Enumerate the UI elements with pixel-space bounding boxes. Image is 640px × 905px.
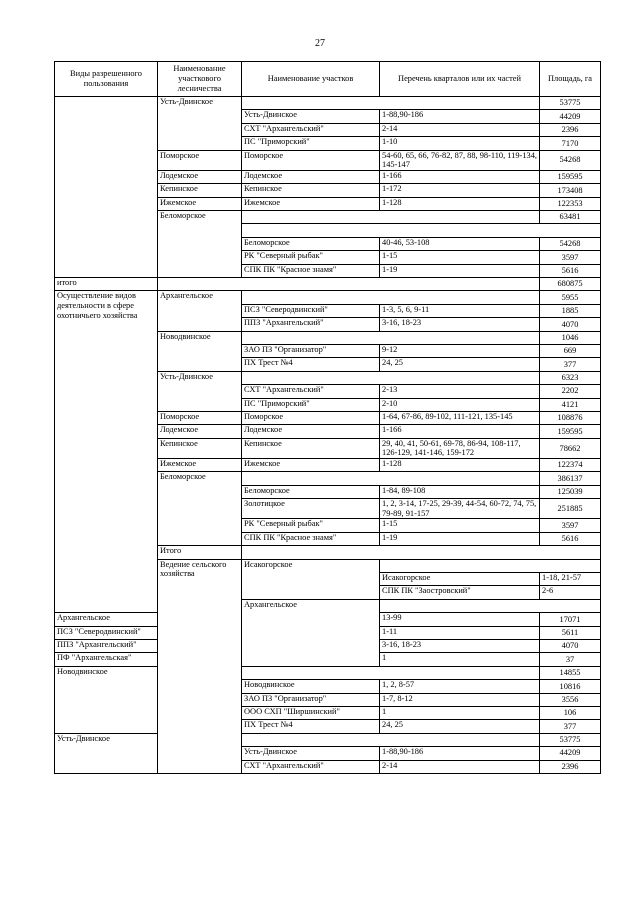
area-cell: 159595 xyxy=(540,170,601,183)
quarters-cell: 2-14 xyxy=(380,760,540,773)
quarters-cell: 40-46, 53-108 xyxy=(380,237,540,250)
plot-cell: Исакогорское xyxy=(380,573,540,586)
empty-cell xyxy=(242,546,601,559)
quarters-cell: 24, 25 xyxy=(380,720,540,733)
area-cell: 17071 xyxy=(540,613,601,626)
quarters-cell: 2-10 xyxy=(380,398,540,411)
empty-cell xyxy=(242,733,540,746)
quarters-cell: 1-88,90-186 xyxy=(380,747,540,760)
area-cell: 2396 xyxy=(540,760,601,773)
area-cell: 78662 xyxy=(540,438,601,458)
empty-cell xyxy=(380,559,601,572)
quarters-cell: 1-15 xyxy=(380,251,540,264)
quarters-cell: 9-12 xyxy=(380,344,540,357)
forestry-cell: Беломорское xyxy=(158,472,242,546)
plot-cell: ПСЗ "Северодвинский" xyxy=(55,626,158,639)
plot-cell: ПХ Трест №4 xyxy=(242,358,380,371)
quarters-cell: 1-128 xyxy=(380,459,540,472)
area-cell: 669 xyxy=(540,344,601,357)
empty-cell xyxy=(380,599,601,612)
empty-cell xyxy=(242,666,540,679)
forestry-cell: Кепинское xyxy=(158,438,242,458)
forestry-cell: Усть-Двинское xyxy=(55,733,158,773)
plot-cell: Лодемское xyxy=(242,170,380,183)
area-cell: 5611 xyxy=(540,626,601,639)
forestry-cell: Ижемское xyxy=(158,459,242,472)
area-cell: 5955 xyxy=(540,291,601,304)
plot-cell: ППЗ "Архангельский" xyxy=(55,640,158,653)
plot-cell: Кепинское xyxy=(242,438,380,458)
plot-cell: СХТ "Архангельский" xyxy=(242,385,380,398)
area-cell: 1885 xyxy=(540,304,601,317)
plot-cell: ПСЗ "Северодвинский" xyxy=(242,304,380,317)
plot-cell: Усть-Двинское xyxy=(242,747,380,760)
area-cell: 4121 xyxy=(540,398,601,411)
quarters-cell: 2-6 xyxy=(540,586,601,599)
area-cell: 5616 xyxy=(540,264,601,277)
usage-type-cell xyxy=(55,97,158,278)
table-row xyxy=(55,733,601,746)
empty-cell xyxy=(242,211,540,224)
area-cell: 122353 xyxy=(540,197,601,210)
area-cell: 3597 xyxy=(540,519,601,532)
quarters-cell: 24, 25 xyxy=(380,358,540,371)
forestry-cell: Усть-Двинское xyxy=(158,371,242,411)
empty-cell xyxy=(242,371,540,384)
usage-type-cell: Итого xyxy=(158,546,242,559)
table-row xyxy=(55,666,601,679)
empty-cell xyxy=(158,278,540,291)
quarters-cell: 13-99 xyxy=(380,613,540,626)
plot-cell: ООО СХП "Ширшинский" xyxy=(242,706,380,719)
plot-cell: Беломорское xyxy=(242,485,380,498)
plot-cell: СХТ "Архангельский" xyxy=(242,760,380,773)
usage-type-cell: итого xyxy=(55,278,158,291)
plot-cell: ПФ "Архангельская" xyxy=(55,653,158,666)
plot-cell: ЗАО ПЗ "Организатор" xyxy=(242,693,380,706)
quarters-cell: 1-11 xyxy=(380,626,540,639)
quarters-cell: 1-64, 67-86, 89-102, 111-121, 135-145 xyxy=(380,411,540,424)
area-cell: 251885 xyxy=(540,499,601,519)
area-cell: 14855 xyxy=(540,666,601,679)
plot-cell: СПК ПК "Заостровский" xyxy=(380,586,540,599)
quarters-cell: 2-13 xyxy=(380,385,540,398)
header-quarters: Перечень кварталов или их частей xyxy=(380,62,540,97)
area-cell: 63481 xyxy=(540,211,601,224)
quarters-cell: 1-19 xyxy=(380,532,540,545)
usage-type-cell: Осуществление видов деятельности в сфере охотничьего хозяйства xyxy=(55,291,158,613)
quarters-cell: 1-88,90-186 xyxy=(380,110,540,123)
plot-cell: СХТ "Архангельский" xyxy=(242,123,380,136)
area-cell: 125039 xyxy=(540,485,601,498)
area-cell: 377 xyxy=(540,720,601,733)
forestry-cell: Лодемское xyxy=(158,170,242,183)
quarters-cell: 1-18, 21-57 xyxy=(540,573,601,586)
area-cell: 386137 xyxy=(540,472,601,485)
area-cell: 54268 xyxy=(540,237,601,250)
page-number: 27 xyxy=(315,38,325,49)
area-cell: 53775 xyxy=(540,97,601,110)
area-cell: 4070 xyxy=(540,318,601,331)
quarters-cell: 3-16, 18-23 xyxy=(380,640,540,653)
quarters-cell: 54-60, 65, 66, 76-82, 87, 88, 98-110, 119-134, 145-147 xyxy=(380,150,540,170)
quarters-cell: 1-7, 8-12 xyxy=(380,693,540,706)
area-cell: 377 xyxy=(540,358,601,371)
plot-cell: ПС "Приморский" xyxy=(242,398,380,411)
plot-cell: РК "Северный рыбак" xyxy=(242,519,380,532)
forestry-cell: Поморское xyxy=(158,411,242,424)
header-area: Площадь, га xyxy=(540,62,601,97)
plot-cell: Ижемское xyxy=(242,459,380,472)
quarters-cell: 3-16, 18-23 xyxy=(380,318,540,331)
header-forestry: Наименование участкового лесничества xyxy=(158,62,242,97)
area-cell: 7170 xyxy=(540,137,601,150)
area-cell: 106 xyxy=(540,706,601,719)
forestry-cell: Новодвинское xyxy=(55,666,158,733)
quarters-cell: 1-15 xyxy=(380,519,540,532)
plot-cell: Золотицкое xyxy=(242,499,380,519)
quarters-cell: 1-3, 5, 6, 9-11 xyxy=(380,304,540,317)
area-cell: 3597 xyxy=(540,251,601,264)
usage-type-cell: Ведение сельского хозяйства xyxy=(158,559,242,773)
quarters-cell: 29, 40, 41, 50-61, 69-78, 86-94, 108-117, 126-129, 141-146, 159-172 xyxy=(380,438,540,458)
table-row xyxy=(55,291,601,304)
plot-cell: Архангельское xyxy=(55,613,158,626)
quarters-cell: 1 xyxy=(380,653,540,666)
plot-cell: Усть-Двинское xyxy=(242,110,380,123)
area-cell: 173408 xyxy=(540,184,601,197)
area-cell: 5616 xyxy=(540,532,601,545)
area-cell: 108876 xyxy=(540,411,601,424)
plot-cell: Кепинское xyxy=(242,184,380,197)
area-cell: 6323 xyxy=(540,371,601,384)
empty-cell xyxy=(242,291,540,304)
quarters-cell: 1-172 xyxy=(380,184,540,197)
forestry-cell: Поморское xyxy=(158,150,242,170)
area-cell: 159595 xyxy=(540,425,601,438)
plot-cell: ПХ Трест №4 xyxy=(242,720,380,733)
table-row xyxy=(55,97,601,110)
area-cell: 53775 xyxy=(540,733,601,746)
plot-cell: Беломорское xyxy=(242,237,380,250)
plot-cell: Ижемское xyxy=(242,197,380,210)
forestry-cell: Исакогорское xyxy=(242,559,380,599)
plot-cell: СПК ПК "Красное знамя" xyxy=(242,532,380,545)
forestry-cell: Новодвинское xyxy=(158,331,242,371)
plot-cell: Поморское xyxy=(242,150,380,170)
area-cell: 122374 xyxy=(540,459,601,472)
empty-cell xyxy=(242,224,601,237)
empty-cell xyxy=(242,472,540,485)
area-cell: 3556 xyxy=(540,693,601,706)
area-cell: 680875 xyxy=(540,278,601,291)
quarters-cell: 1, 2, 3-14, 17-25, 29-39, 44-54, 60-72, 74, 75, 79-89, 91-157 xyxy=(380,499,540,519)
area-cell: 54268 xyxy=(540,150,601,170)
quarters-cell: 1-166 xyxy=(380,170,540,183)
quarters-cell: 1-166 xyxy=(380,425,540,438)
header-plot: Наименование участков xyxy=(242,62,380,97)
forestry-cell: Ижемское xyxy=(158,197,242,210)
area-cell: 44209 xyxy=(540,110,601,123)
area-cell: 4070 xyxy=(540,640,601,653)
empty-cell xyxy=(242,331,540,344)
plot-cell: Лодемское xyxy=(242,425,380,438)
header-usage-type: Виды разрешенного пользования xyxy=(55,62,158,97)
quarters-cell: 1-10 xyxy=(380,137,540,150)
quarters-cell: 1-128 xyxy=(380,197,540,210)
quarters-cell: 1, 2, 8-57 xyxy=(380,680,540,693)
area-cell: 44209 xyxy=(540,747,601,760)
forestry-cell: Архангельское xyxy=(242,599,380,666)
area-cell: 37 xyxy=(540,653,601,666)
plot-cell: РК "Северный рыбак" xyxy=(242,251,380,264)
area-cell: 1046 xyxy=(540,331,601,344)
plot-cell: СПК ПК "Красное знамя" xyxy=(242,264,380,277)
area-cell: 2396 xyxy=(540,123,601,136)
plot-cell: ПС "Приморский" xyxy=(242,137,380,150)
area-cell: 2202 xyxy=(540,385,601,398)
land-use-table xyxy=(54,61,601,774)
forestry-cell: Кепинское xyxy=(158,184,242,197)
plot-cell: Новодвинское xyxy=(242,680,380,693)
table-row xyxy=(55,278,601,291)
area-cell: 10816 xyxy=(540,680,601,693)
forestry-cell: Лодемское xyxy=(158,425,242,438)
plot-cell: Поморское xyxy=(242,411,380,424)
quarters-cell: 1 xyxy=(380,706,540,719)
forestry-cell: Архангельское xyxy=(158,291,242,331)
plot-cell: ЗАО ПЗ "Организатор" xyxy=(242,344,380,357)
plot-cell: ППЗ "Архангельский" xyxy=(242,318,380,331)
forestry-cell: Усть-Двинское xyxy=(158,97,242,151)
quarters-cell: 1-84, 89-108 xyxy=(380,485,540,498)
table-header-row xyxy=(55,62,601,97)
table-body xyxy=(55,97,601,774)
forestry-cell: Беломорское xyxy=(158,211,242,278)
quarters-cell: 2-14 xyxy=(380,123,540,136)
empty-cell xyxy=(242,97,540,110)
quarters-cell: 1-19 xyxy=(380,264,540,277)
